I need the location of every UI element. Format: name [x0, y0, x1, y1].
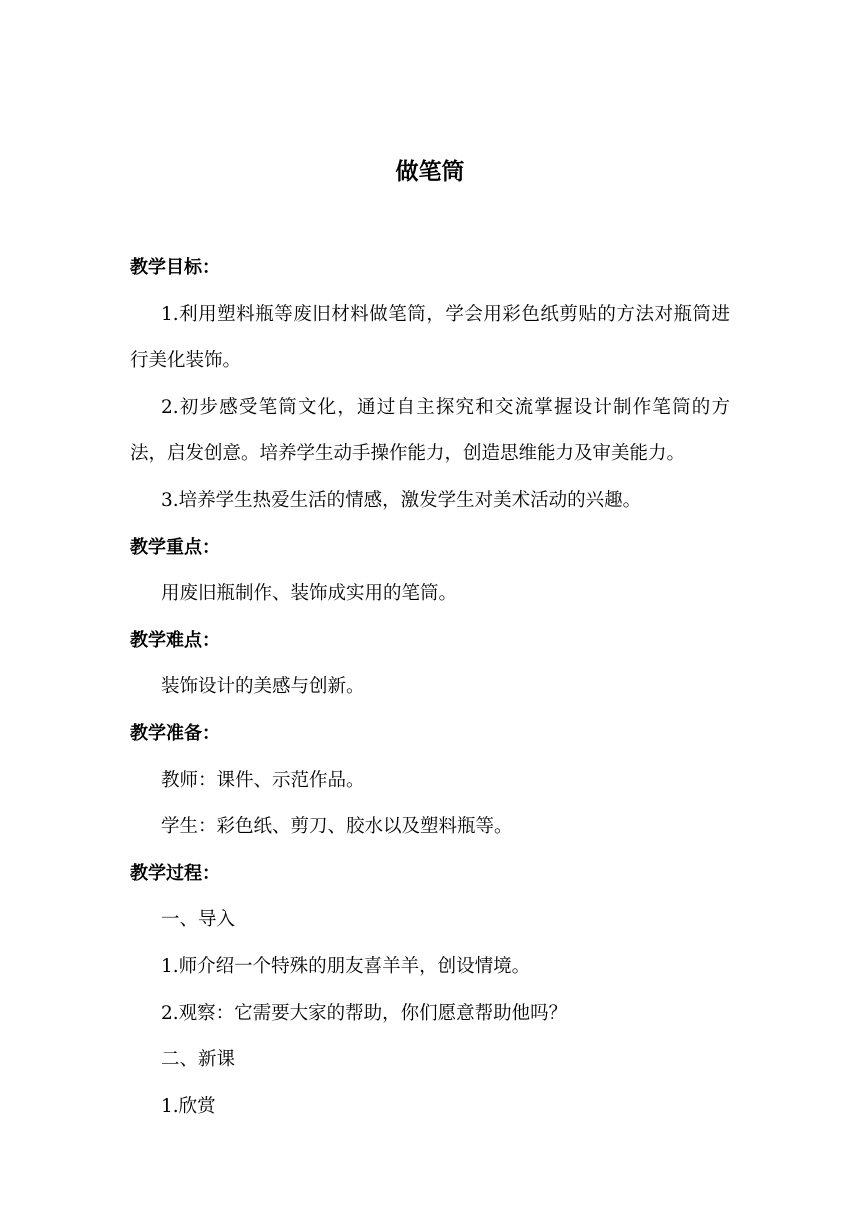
process-line-3: 2.观察：它需要大家的帮助，你们愿意帮助他吗？ — [161, 1002, 568, 1024]
document-body — [130, 245, 730, 1130]
process-line-4: 二、新课 — [161, 1049, 236, 1071]
difficulty-heading: 教学难点： — [130, 629, 220, 651]
document-title: 做笔筒 — [395, 159, 465, 185]
preparation-teacher: 教师：课件、示范作品。 — [161, 769, 365, 791]
process-heading: 教学过程： — [130, 862, 220, 884]
goals-heading: 教学目标： — [130, 257, 220, 278]
goal-item-2: 2.初步感受笔筒文化，通过自主探究和交流掌握设计制作笔筒的方法，启发创意。培养学生动手操作能力，创造思维能力及审美能力。 — [130, 396, 730, 465]
goal-item-3: 3.培养学生热爱生活的情感，激发学生对美术活动的兴趣。 — [161, 489, 642, 511]
process-line-2: 1.师介绍一个特殊的朋友喜羊羊，创设情境。 — [161, 955, 531, 977]
preparation-student: 学生：彩色纸、剪刀、胶水以及塑料瓶等。 — [161, 816, 513, 838]
process-line-1: 一、导入 — [161, 909, 236, 931]
difficulty-text: 装饰设计的美感与创新。 — [161, 676, 365, 698]
preparation-heading: 教学准备： — [130, 722, 220, 744]
goal-item-1: 1.利用塑料瓶等废旧材料做笔筒，学会用彩色纸剪贴的方法对瓶筒进行美化装饰。 — [130, 303, 730, 372]
key-point-heading: 教学重点： — [130, 536, 220, 558]
process-line-5: 1.欣赏 — [161, 1095, 216, 1117]
key-point-text: 用废旧瓶制作、装饰成实用的笔筒。 — [161, 583, 458, 605]
